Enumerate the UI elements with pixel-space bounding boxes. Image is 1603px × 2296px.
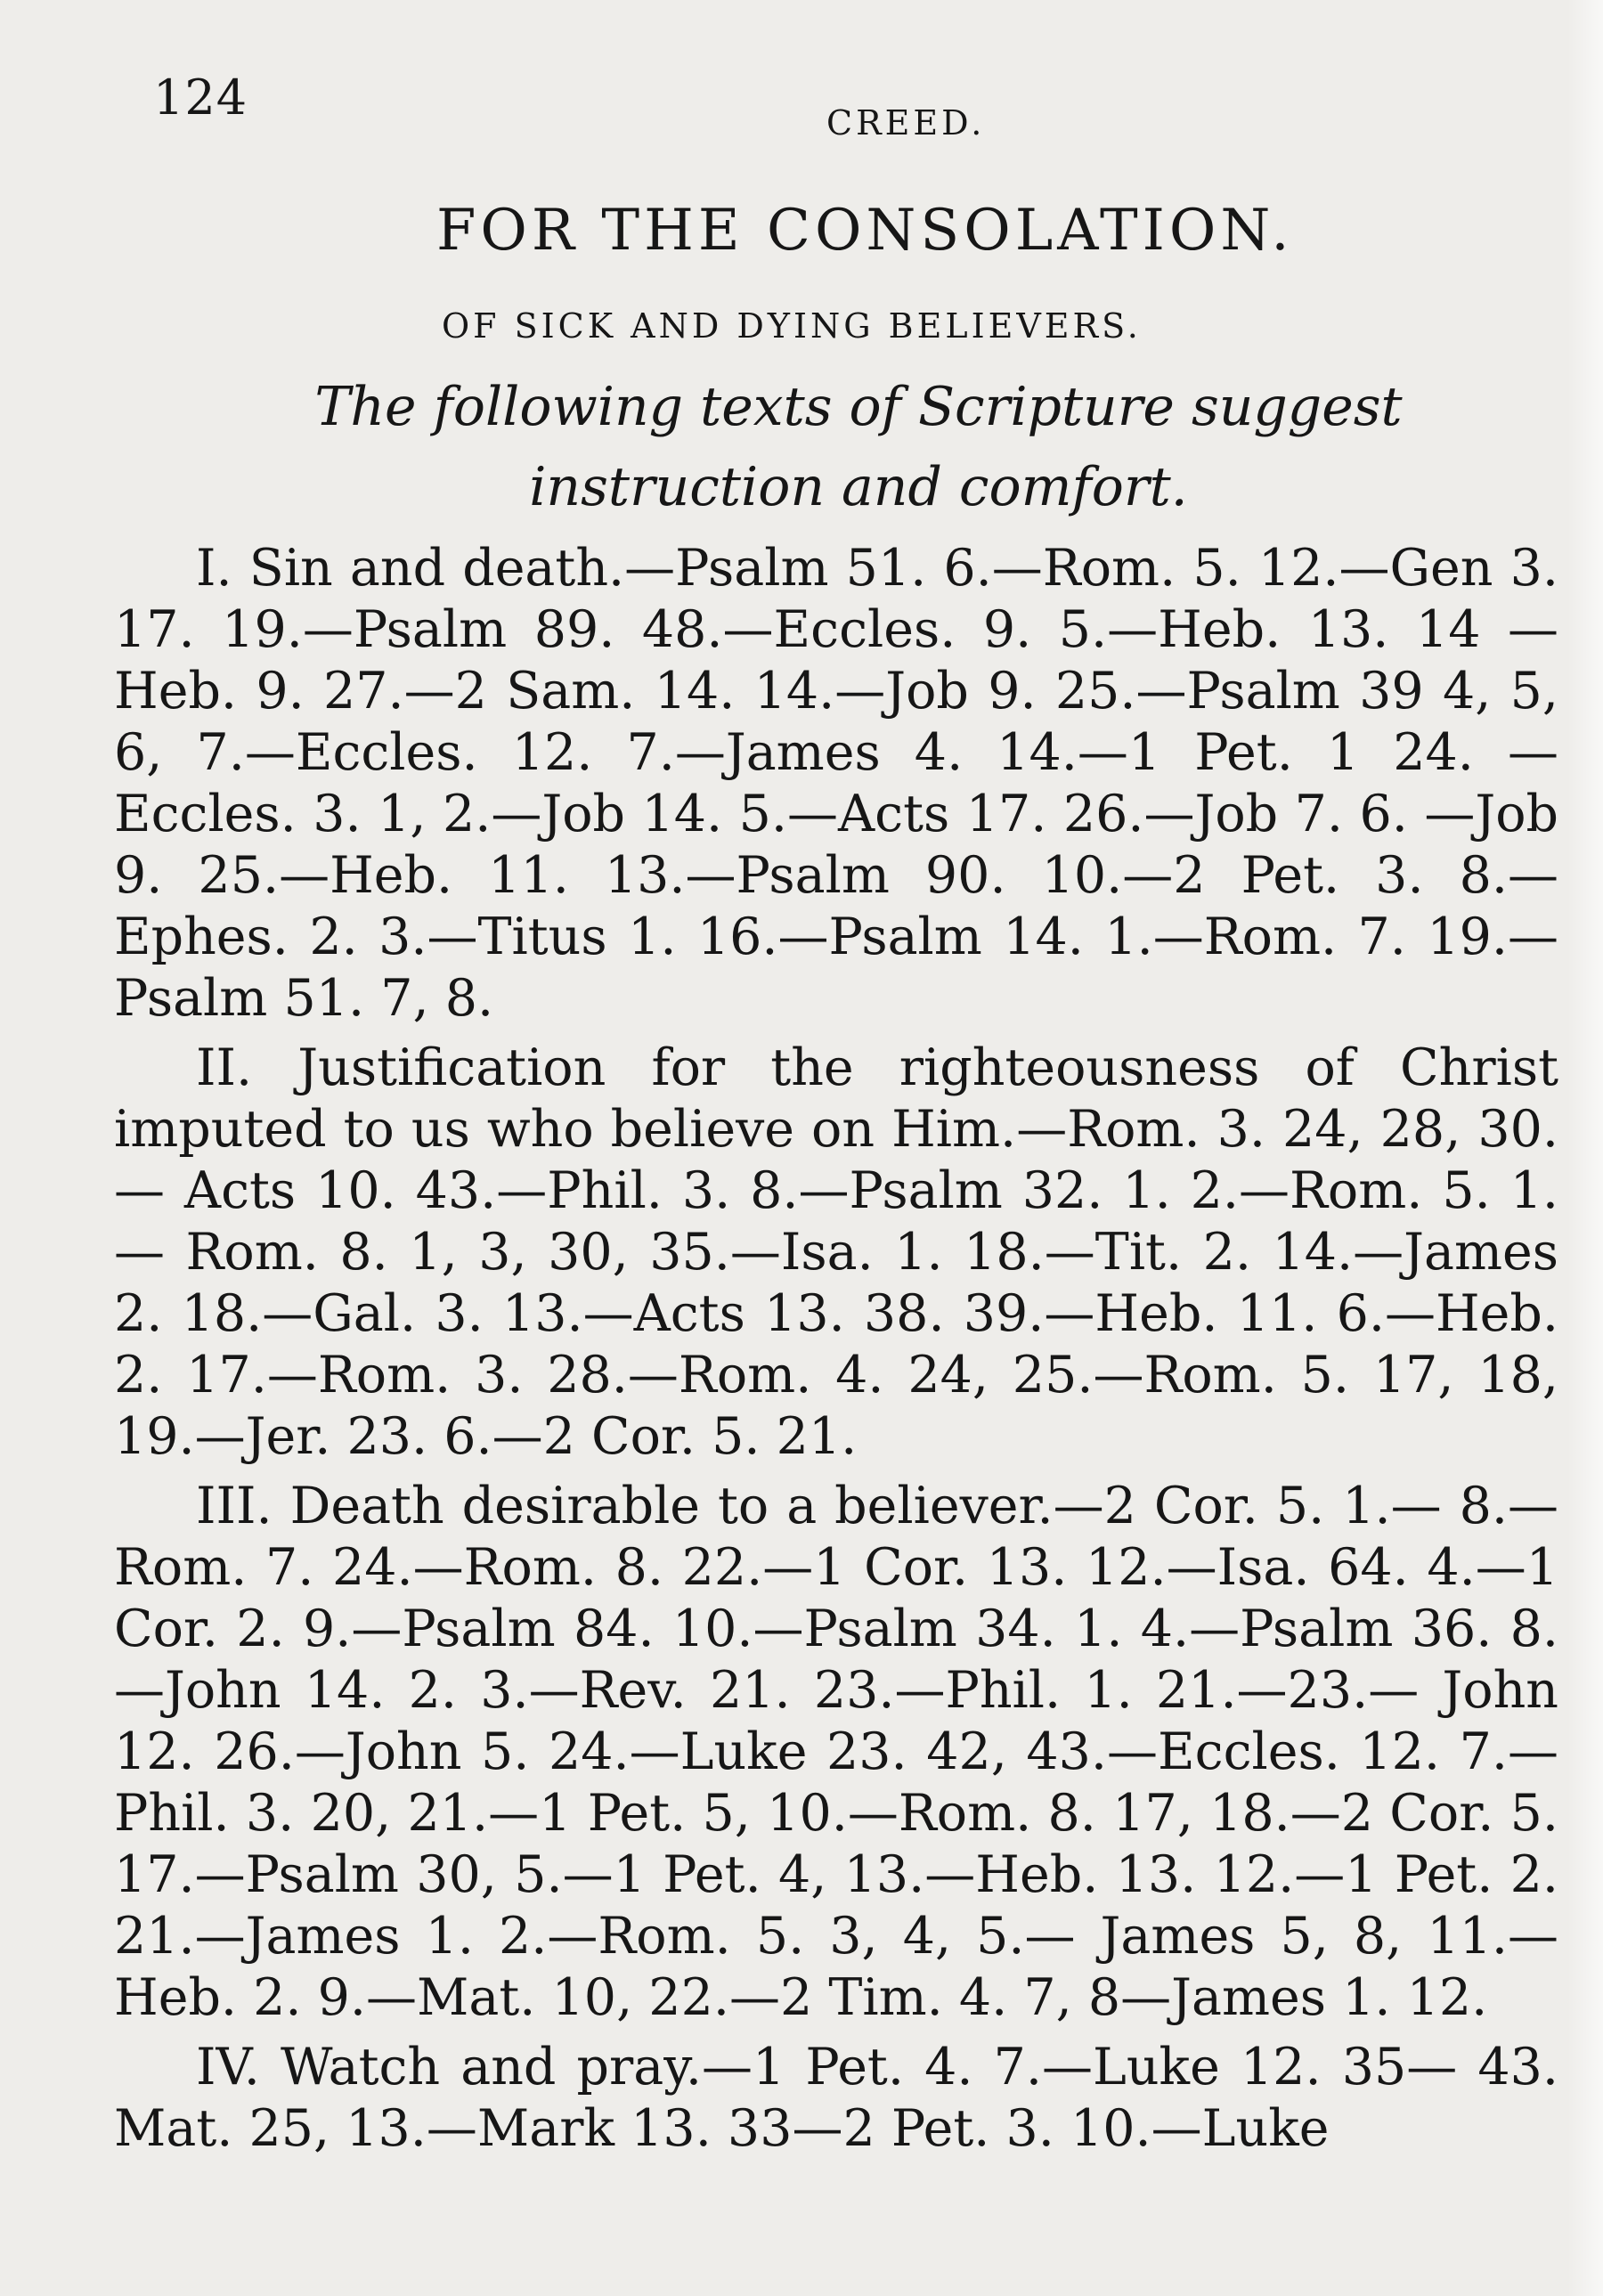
- section-death-desirable: [114, 1476, 1558, 2029]
- page-number: 124: [153, 69, 248, 126]
- page-subtitle: OF SICK AND DYING BELIEVERS.: [442, 306, 1142, 346]
- section-heading: II. Justification for the righteousness of Christ imputed to us who believe on Him.: [114, 1038, 1558, 1159]
- section-heading: III. Death desirable to a believer.: [196, 1477, 1054, 1535]
- section-heading: I. Sin and death.: [196, 539, 625, 598]
- section-references: —2 Cor. 5. 1.— 8.—Rom. 7. 24.—Rom. 8. 22.—1 Cor. 13. 12.—Isa. 64. 4.—1 Cor. 2. 9.—Psalm 84. 10.—Psalm 34. 1. 4.—Psalm 36. 8.—John 14. 2. 3.—Rev. 21. 23.—Phil. 1. 21.—23.— John 12. 26.—John 5. 24.—Luke 23. 42, 43.—Eccles. 12. 7.—Phil. 3. 20, 21.—1 Pet. 5, 10.—Rom. 8. 17, 18.—2 Cor. 5. 17.—Psalm 30, 5.—1 Pet. 4, 13.—Heb. 13. 12.—1 Pet. 2. 21.—James 1. 2.—Rom. 5. 3, 4, 5.— James 5, 8, 11.—Heb. 2. 9.—Mat. 10, 22.—2 Tim. 4. 7, 8—James 1. 12.: [114, 1477, 1558, 2027]
- intro-text: The following texts of Scripture suggest instruction and comfort.: [314, 376, 1403, 518]
- section-sin-and-death: [114, 538, 1558, 1030]
- section-heading: IV. Watch and pray.: [196, 2038, 703, 2097]
- section-watch-and-pray: [114, 2037, 1558, 2160]
- scripture-sections: [114, 538, 1558, 2168]
- section-references: —Rom. 3. 24, 28, 30.— Acts 10. 43.—Phil. 3. 8.—Psalm 32. 1. 2.—Rom. 5. 1.— Rom. 8. 1, 3, 30, 35.—Isa. 1. 18.—Tit. 2. 14.—James 2. 18.—Gal. 3. 13.—Acts 13. 38. 39.—Heb. 11. 6.—Heb. 2. 17.—Rom. 3. 28.—Rom. 4. 24, 25.—Rom. 5. 17, 18, 19.—Jer. 23. 6.—2 Cor. 5. 21.: [114, 1100, 1558, 1466]
- section-references: —1 Pet. 4. 7.—Luke 12. 35— 43. Mat. 25, 13.—Mark 13. 33—2 Pet. 3. 10.—Luke: [114, 2038, 1558, 2158]
- section-references: —Psalm 51. 6.—Rom. 5. 12.—Gen 3. 17. 19.—Psalm 89. 48.—Eccles. 9. 5.—Heb. 13. 14 —Heb. 9. 27.—2 Sam. 14. 14.—Job 9. 25.—Psalm 39 4, 5, 6, 7.—Eccles. 12. 7.—James 4. 14.—1 Pet. 1 24. —Eccles. 3. 1, 2.—Job 14. 5.—Acts 17. 26.—Job 7. 6. —Job 9. 25.—Heb. 11. 13.—Psalm 90. 10.—2 Pet. 3. 8.—Ephes. 2. 3.—Titus 1. 16.—Psalm 14. 1.—Rom. 7. 19.—Psalm 51. 7, 8.: [114, 539, 1558, 1028]
- page-title: FOR THE CONSOLATION.: [436, 198, 1294, 264]
- running-head: CREED.: [826, 103, 986, 142]
- section-justification: [114, 1038, 1558, 1468]
